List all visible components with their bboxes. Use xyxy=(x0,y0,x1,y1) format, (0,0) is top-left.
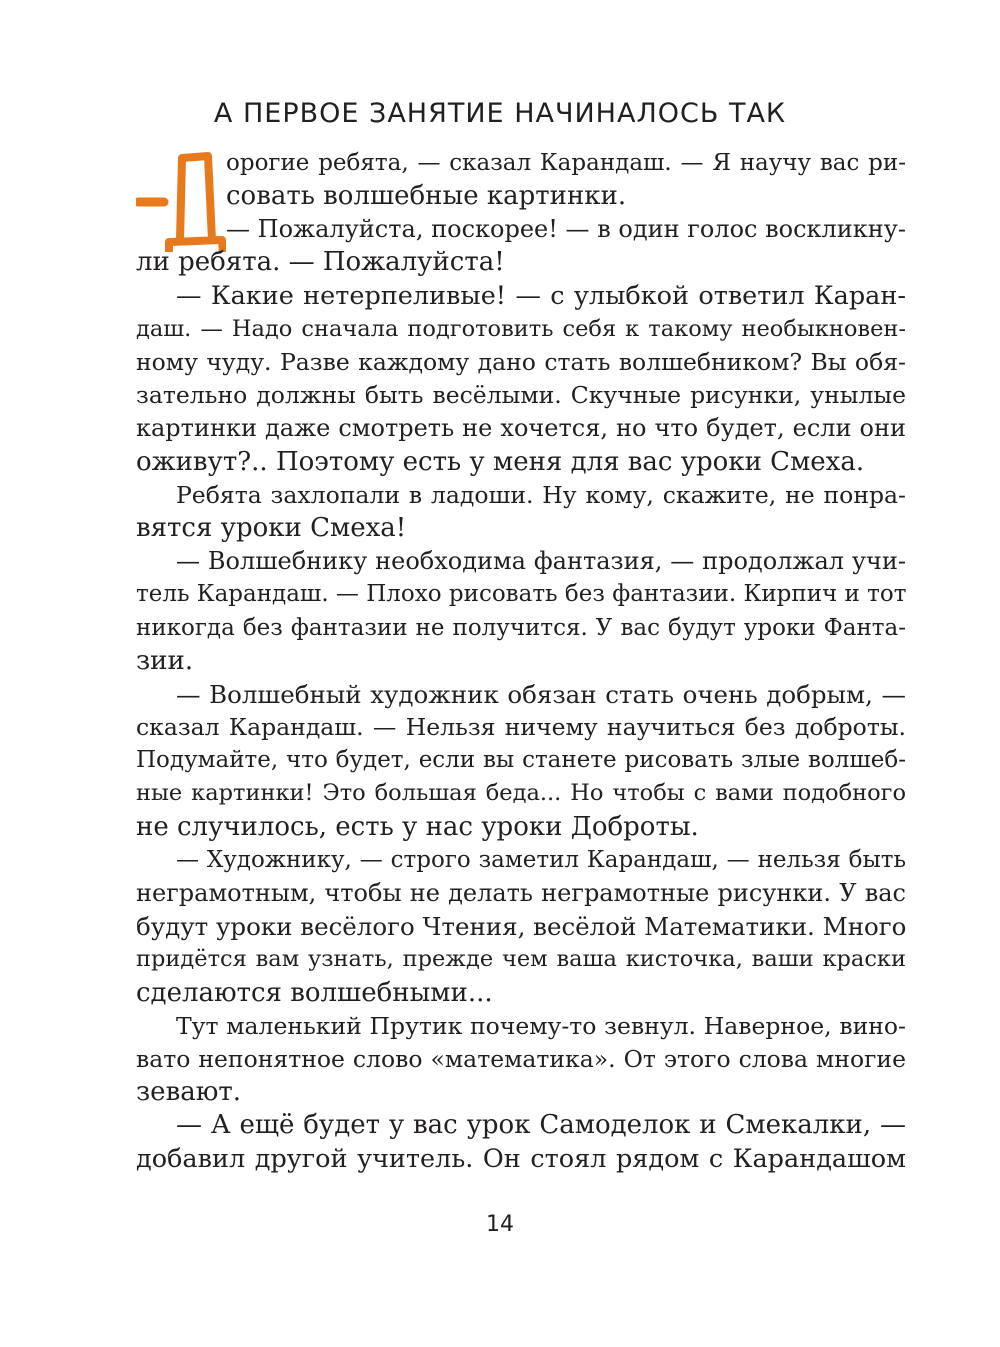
text-line: никогда без фантазии не получится. У вас будут уроки Фанта- xyxy=(136,615,906,641)
text-line: совать волшебные картинки. xyxy=(226,181,627,211)
page-number: 14 xyxy=(486,1212,514,1237)
text-line: сказал Карандаш. — Нельзя ничему научиться без доброты. xyxy=(136,713,906,741)
text-line: зии. xyxy=(136,646,194,676)
text-line: Ребята захлопали в ладоши. Ну кому, скажите, не понра- xyxy=(176,481,906,509)
drop-cap-letter xyxy=(136,142,226,252)
text-line: ли ребята. — Пожалуйста! xyxy=(136,247,505,277)
text-line: будут уроки весёлого Чтения, весёлой Математики. Много xyxy=(136,912,907,941)
text-line: не случилось, есть у нас уроки Доброты. xyxy=(136,812,699,842)
page-title: А ПЕРВОЕ ЗАНЯТИЕ НАЧИНАЛОСЬ ТАК xyxy=(213,98,787,129)
text-line: добавил другой учитель. Он стоял рядом с Карандашом xyxy=(136,1144,906,1174)
text-line: ные картинки! Это большая беда... Но чтобы с вами подобного xyxy=(136,780,906,806)
text-line: — Какие нетерпеливые! — с улыбкой ответил Каран- xyxy=(176,281,906,311)
text-line: зательно должны быть весёлыми. Скучные рисунки, унылые xyxy=(136,381,906,409)
text-line: оживут?.. Поэтому есть у меня для вас уроки Смеха. xyxy=(136,447,865,477)
text-line: придётся вам узнать, прежде чем ваша кисточка, ваши краски xyxy=(136,946,906,972)
text-line: Тут маленький Прутик почему-то зевнул. Наверное, вино- xyxy=(176,1012,906,1040)
text-line: вятся уроки Смеха! xyxy=(136,513,407,543)
text-line: орогие ребята, — сказал Карандаш. — Я научу вас ри- xyxy=(226,150,906,176)
text-line: — А ещё будет у вас урок Самоделок и Смекалки, — xyxy=(176,1110,906,1140)
text-line: вато непонятное слово «математика». От этого слова многие xyxy=(136,1045,906,1073)
text-line: даш. — Надо сначала подготовить себя к такому необыкновен- xyxy=(136,316,906,342)
text-line: — Художнику, — строго заметил Карандаш, — нельзя быть xyxy=(176,847,906,873)
text-line: тель Карандаш. — Плохо рисовать без фантазии. Кирпич и тот xyxy=(136,581,907,607)
text-line: ному чуду. Разве каждому дано стать волшебником? Вы обя- xyxy=(136,348,906,376)
text-line: Подумайте, что будет, если вы станете рисовать злые волшеб- xyxy=(136,747,906,773)
text-line: неграмотным, чтобы не делать неграмотные рисунки. У вас xyxy=(136,879,906,907)
text-line: картинки даже смотреть не хочется, но что будет, если они xyxy=(136,414,906,442)
text-line: сделаются волшебными... xyxy=(136,978,493,1008)
text-line: — Волшебный художник обязан стать очень добрым, — xyxy=(176,680,906,709)
text-line: — Волшебнику необходима фантазия, — продолжал учи- xyxy=(176,547,906,575)
text-line: зевают. xyxy=(136,1077,241,1107)
text-line: — Пожалуйста, поскорее! — в один голос воскликну- xyxy=(226,215,906,243)
drop-cap-body xyxy=(169,156,223,252)
